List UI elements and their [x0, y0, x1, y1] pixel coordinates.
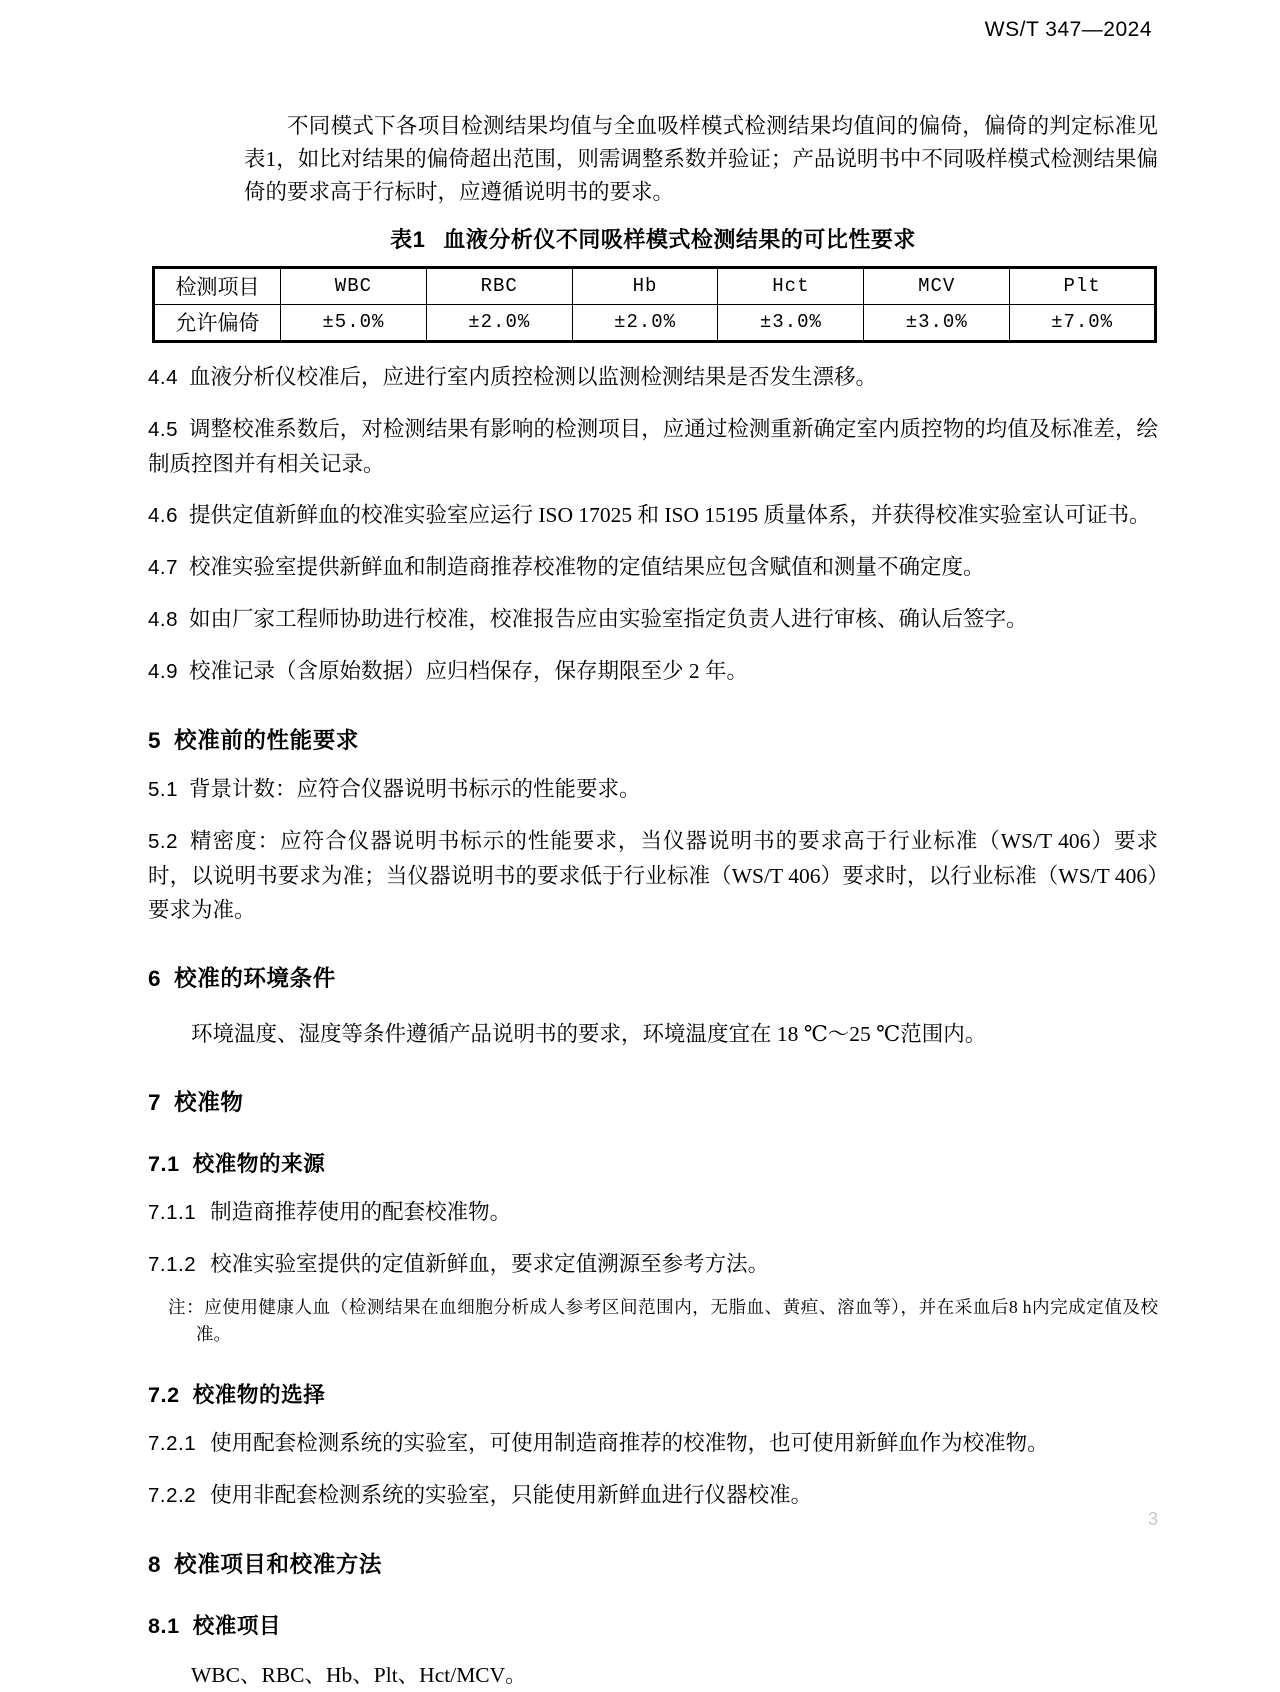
- table-cell-mcv-bias: ±3.0%: [864, 305, 1010, 342]
- clause-7-2-1-number: 7.2.1: [148, 1432, 197, 1455]
- section-6-title: 校准的环境条件: [174, 966, 336, 991]
- clause-4-6-number: 4.6: [148, 504, 178, 527]
- clause-4-4-text: 血液分析仪校准后，应进行室内质控检测以监测检测结果是否发生漂移。: [189, 365, 878, 389]
- clause-7-2-2-text: 使用非配套检测系统的实验室，只能使用新鲜血进行仪器校准。: [210, 1483, 813, 1507]
- clause-7-1-1-text: 制造商推荐使用的配套校准物。: [210, 1200, 512, 1224]
- section-8-number: 8: [148, 1552, 162, 1577]
- clause-4-9: [148, 654, 1158, 689]
- section-7-1-number: 7.1: [148, 1152, 180, 1176]
- table-header-cell-hb: Hb: [572, 268, 718, 305]
- clause-4-7-number: 4.7: [148, 556, 178, 579]
- clause-7-1-2-number: 7.1.2: [148, 1253, 197, 1276]
- table-caption: [148, 223, 1158, 254]
- section-8-title: 校准项目和校准方法: [174, 1552, 383, 1577]
- section-5-number: 5: [148, 728, 162, 753]
- table-caption-title: 血液分析仪不同吸样模式检测结果的可比性要求: [443, 227, 916, 252]
- clause-5-2-number: 5.2: [148, 830, 178, 853]
- section-heading-6: [148, 961, 1158, 993]
- section-heading-7: [148, 1085, 1158, 1117]
- clause-5-2: [148, 824, 1158, 927]
- section-heading-5: [148, 723, 1158, 755]
- clause-7-1-2: [148, 1247, 1158, 1282]
- table-cell-hct-bias: ±3.0%: [718, 305, 864, 342]
- table-cell-rbc-bias: ±2.0%: [426, 305, 572, 342]
- clause-5-1-number: 5.1: [148, 778, 178, 801]
- section-5-title: 校准前的性能要求: [174, 728, 359, 753]
- comparability-requirements-table: [152, 266, 1157, 343]
- clause-4-8: [148, 602, 1158, 637]
- table-caption-number: 表1: [390, 227, 426, 252]
- clause-5-1: [148, 772, 1158, 807]
- clause-5-1-text: 背景计数：应符合仪器说明书标示的性能要求。: [189, 777, 641, 801]
- page-content: [148, 110, 1158, 1692]
- table-cell-wbc-bias: ±5.0%: [281, 305, 427, 342]
- clause-4-6-text: 提供定值新鲜血的校准实验室应运行 ISO 17025 和 ISO 15195 质量体系，并获得校准实验室认可证书。: [189, 503, 1151, 527]
- section-7-number: 7: [148, 1090, 162, 1115]
- page-number: 3: [1147, 1509, 1158, 1529]
- standard-code: WS/T 347—2024: [984, 18, 1152, 41]
- clause-4-6: [148, 498, 1158, 533]
- section-8-1-title: 校准项目: [192, 1614, 282, 1638]
- note-7-1: 注：应使用健康人血（检测结果在血细胞分析成人参考区间范围内，无脂血、黄疸、溶血等），并在采血后8 h内完成定值及校准。: [168, 1297, 1158, 1344]
- table-header-cell-wbc: WBC: [281, 268, 427, 305]
- clause-4-4: [148, 360, 1158, 395]
- clause-7-2-2-number: 7.2.2: [148, 1484, 197, 1507]
- section-7-2-title: 校准物的选择: [192, 1383, 326, 1407]
- clause-7-1-2-text: 校准实验室提供的定值新鲜血，要求定值溯源至参考方法。: [210, 1252, 770, 1276]
- section-6-body: 环境温度、湿度等条件遵循产品说明书的要求，环境温度宜在 18 ℃～25 ℃范围内。: [191, 1022, 987, 1046]
- clause-4-9-number: 4.9: [148, 660, 178, 683]
- table-header-cell-item: 检测项目: [154, 268, 281, 305]
- table-header-row: [154, 268, 1156, 305]
- section-heading-7-1: [148, 1147, 1158, 1178]
- clause-5-2-text: 精密度：应符合仪器说明书标示的性能要求，当仪器说明书的要求高于行业标准（WS/T 406）要求时，以说明书要求为准；当仪器说明书的要求低于行业标准（WS/T 406）要求时，以行业标准（WS/T 406）要求为准。: [148, 829, 1158, 922]
- clause-4-7: [148, 550, 1158, 585]
- section-7-1-title: 校准物的来源: [192, 1152, 326, 1176]
- table-row: [154, 305, 1156, 342]
- table-header-cell-mcv: MCV: [864, 268, 1010, 305]
- clause-7-2-1: [148, 1426, 1158, 1461]
- section-heading-8: [148, 1547, 1158, 1579]
- clause-7-1-1-number: 7.1.1: [148, 1201, 197, 1224]
- table-header-cell-rbc: RBC: [426, 268, 572, 305]
- section-6-number: 6: [148, 966, 162, 991]
- running-header: [985, 18, 1152, 42]
- clause-4-4-number: 4.4: [148, 366, 178, 389]
- section-heading-8-1: [148, 1609, 1158, 1640]
- section-heading-7-2: [148, 1378, 1158, 1409]
- section-7-2-number: 7.2: [148, 1383, 180, 1407]
- clause-4-7-text: 校准实验室提供新鲜血和制造商推荐校准物的定值结果应包含赋值和测量不确定度。: [189, 555, 985, 579]
- section-8-1-body: WBC、RBC、Hb、Plt、Hct/MCV。: [191, 1663, 527, 1687]
- clause-4-9-text: 校准记录（含原始数据）应归档保存，保存期限至少 2 年。: [189, 659, 749, 683]
- clause-7-1-1: [148, 1195, 1158, 1230]
- clause-7-2-2: [148, 1478, 1158, 1513]
- section-8-1-number: 8.1: [148, 1614, 180, 1638]
- clause-4-5-number: 4.5: [148, 418, 178, 441]
- clause-4-8-number: 4.8: [148, 608, 178, 631]
- table-cell-plt-bias: ±7.0%: [1010, 305, 1156, 342]
- table-header-cell-plt: Plt: [1010, 268, 1156, 305]
- clause-7-2-1-text: 使用配套检测系统的实验室，可使用制造商推荐的校准物，也可使用新鲜血作为校准物。: [210, 1431, 1049, 1455]
- table-row-label-allowable-bias: 允许偏倚: [154, 305, 281, 342]
- intro-paragraph: 不同模式下各项目检测结果均值与全血吸样模式检测结果均值间的偏倚，偏倚的判定标准见表1，如比对结果的偏倚超出范围，则需调整系数并验证；产品说明书中不同吸样模式检测结果偏倚的要求高于行标时，应遵循说明书的要求。: [244, 114, 1158, 204]
- clause-4-5-text: 调整校准系数后，对检测结果有影响的检测项目，应通过检测重新确定室内质控物的均值及标准差，绘制质控图并有相关记录。: [148, 417, 1158, 476]
- clause-4-5: [148, 412, 1158, 481]
- section-7-title: 校准物: [174, 1090, 244, 1115]
- table-cell-hb-bias: ±2.0%: [572, 305, 718, 342]
- table-header-cell-hct: Hct: [718, 268, 864, 305]
- clause-4-8-text: 如由厂家工程师协助进行校准，校准报告应由实验室指定负责人进行审核、确认后签字。: [189, 607, 1028, 631]
